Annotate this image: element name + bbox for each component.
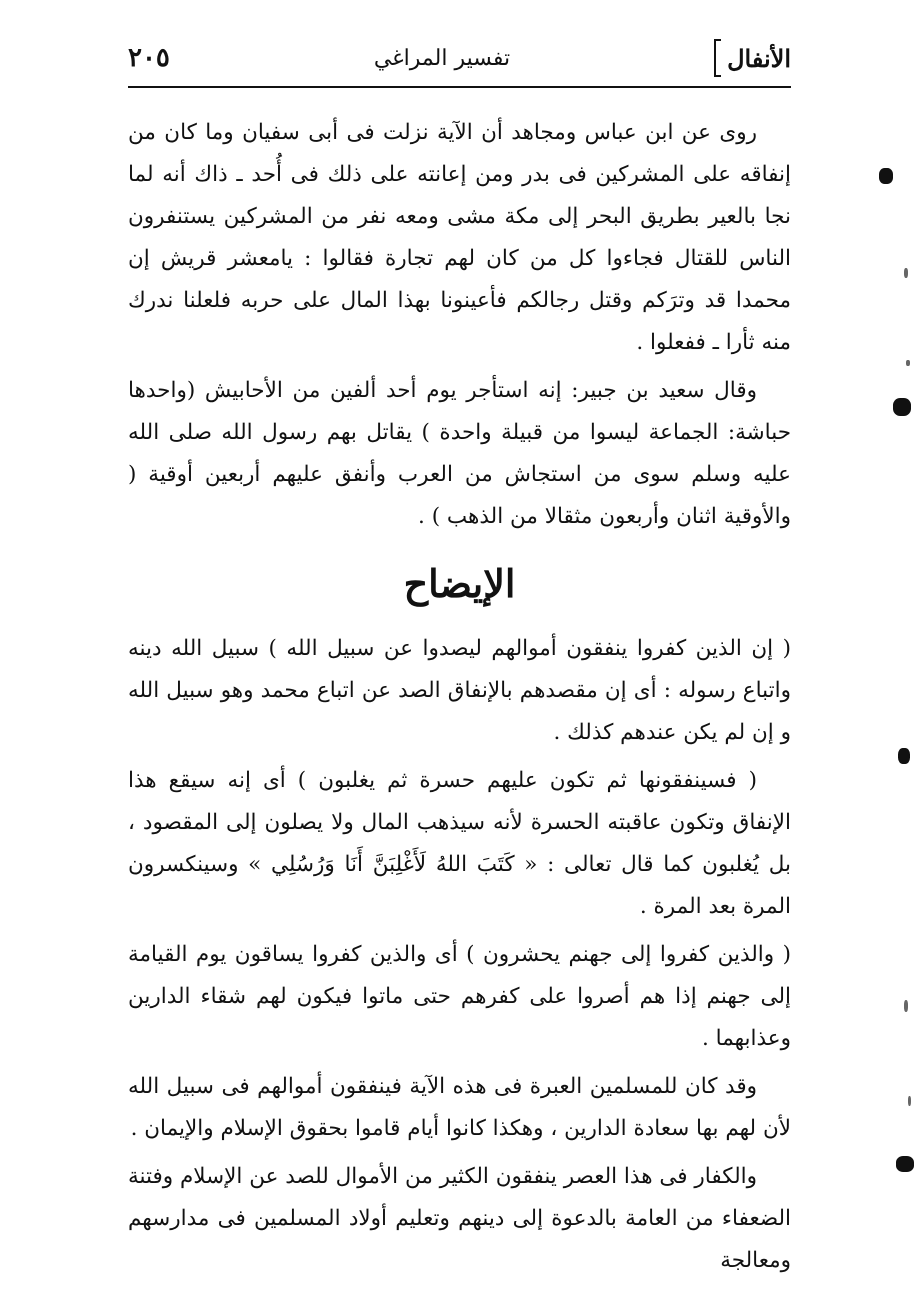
margin-speck [898, 748, 910, 764]
paragraph-asbab-2: وقال سعيد بن جبير: إنه استأجر يوم أحد ألفين من الأحابيش (واحدها حباشة: الجماعة ليسوا من قبيلة واحدة ) يقاتل بهم رسول الله صلى الله عليه وسلم سوى من استجاش من العرب وأنفق عليهم أربعين أوقية ( والأوقية اثنان وأربعون مثقالا من الذهب ) . [128, 378, 791, 529]
margin-speck [893, 398, 911, 416]
page-number: ٢٠٥ [128, 43, 170, 73]
paragraph-asbab-1: روى عن ابن عباس ومجاهد أن الآية نزلت فى أبى سفيان وما كان من إنفاقه على المشركين فى بدر ومن إعانته على ذلك فى أُحد ـ ذاك أنه لما نجا بالعير بطريق البحر إلى مكة مشى ومعه نفر من المشركين يستنفرون الناس للقتال فجاءوا كل من كان لهم تجارة فقالوا : يامعشر قريش إن محمدا قد وترَكم وقتل رجالكم فأعينونا بهذا المال على حربه فلعلنا ندرك منه ثأرا ـ ففعلوا . [128, 120, 791, 355]
paragraph-explanation-4: وقد كان للمسلمين العبرة فى هذه الآية فينفقون أموالهم فى سبيل الله لأن لهم بها سعادة الدارين ، وهكذا كانوا أيام قاموا بحقوق الإسلام والإيمان . [128, 1074, 791, 1141]
paragraph-explanation-5: والكفار فى هذا العصر ينفقون الكثير من الأموال للصد عن الإسلام وفتنة الضعفاء من العامة بالدعوة إلى دينهم وتعليم أولاد المسلمين فى مدارسهم ومعالجة [127, 1164, 791, 1273]
surah-label: الأنفال [727, 43, 791, 73]
paragraph-explanation-3: ( والذين كفروا إلى جهنم يحشرون ) أى والذين كفروا يساقون يوم القيامة إلى جهنم إذا هم أصروا على كفرهم حتى ماتوا فيكون لهم شقاء الدارين وعذابهما . [128, 942, 791, 1051]
margin-speck [904, 1000, 908, 1012]
margin-speck [906, 360, 910, 366]
margin-speck [904, 268, 908, 278]
header-bracket [714, 39, 721, 77]
paragraph-explanation-1: ( إن الذين كفروا ينفقون أموالهم ليصدوا عن سبيل الله ) سبيل الله دينه واتباع رسوله : أى إن مقصدهم بالإنفاق الصد عن اتباع محمد وهو سبيل الله و إن لم يكن عندهم كذلك . [128, 636, 791, 745]
section-title: الإيضاح [403, 561, 516, 606]
running-header [128, 30, 791, 88]
margin-speck [879, 168, 893, 184]
margin-speck [896, 1156, 914, 1172]
margin-speck [908, 1096, 911, 1106]
page-body [128, 112, 791, 1288]
paragraph-explanation-2: ( فسينفقونها ثم تكون عليهم حسرة ثم يغلبون ) أى إنه سيقع هذا الإنفاق وتكون عاقبته الحسرة لأنه سيذهب المال ولا يصلون إلى المقصود ، بل يُغلبون كما قال تعالى : « كَتَبَ اللهُ لَأَغْلِبَنَّ أَنَا وَرُسُلِي » وسينكسرون المرة بعد المرة . [128, 768, 791, 919]
surah-name [714, 39, 791, 77]
book-title: تفسير المراغي [373, 45, 511, 71]
